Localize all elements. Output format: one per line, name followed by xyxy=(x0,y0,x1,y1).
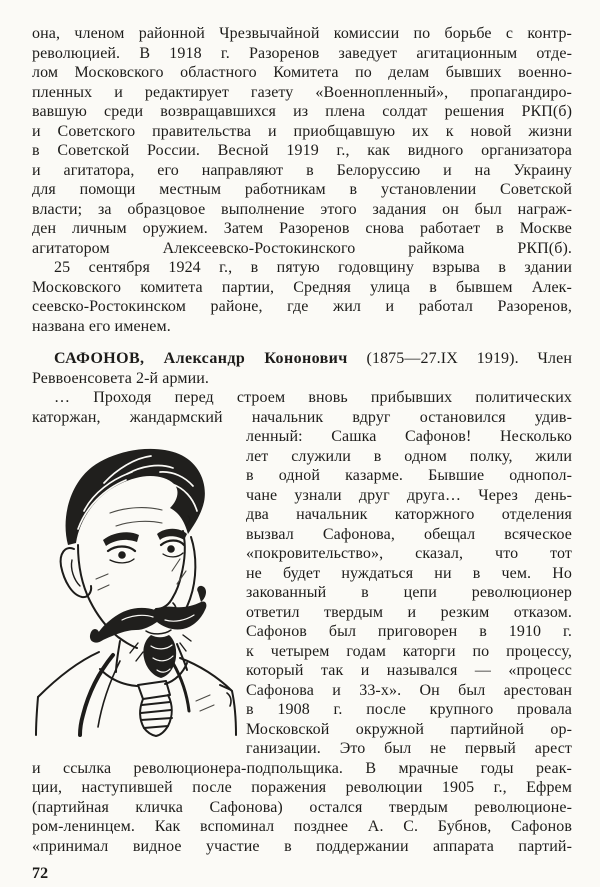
paragraph-safonov-tail xyxy=(32,759,572,857)
text-line: пленных и редактирует газету «Военнопленный», пропагандиро- xyxy=(32,83,572,101)
text-line: (партийная кличка Сафонова) остался твердым революционе- xyxy=(32,798,572,816)
entry-heading-line2: Реввоенсовета 2-й армии. xyxy=(32,369,210,387)
text-line: который так и назывался — «процесс xyxy=(246,662,572,679)
text-line: она, членом районной Чрезвычайной комиссии по борьбе с контр- xyxy=(32,25,572,42)
page-number: 72 xyxy=(32,865,49,882)
safonov-portrait-drawing xyxy=(34,439,239,737)
text-line: Московской окружной партийной ор- xyxy=(246,720,572,738)
paragraph-safonov-column xyxy=(246,427,572,759)
text-line: ден личным оружием. Затем Разоренов снова работает в Москве xyxy=(32,220,572,237)
text-line: каторжан, жандармский начальник вдруг остановился удив- xyxy=(32,408,572,426)
text-line: … Проходя перед строем вновь прибывших политических xyxy=(54,389,572,406)
text-line: вызвал Сафонова, обещал всяческое xyxy=(246,525,572,543)
entry-heading-line xyxy=(32,349,572,369)
text-line: власти; за образцовое выполнение этого задания он был награж- xyxy=(32,200,572,218)
text-line: и агитатора, его направляют в Белоруссию и на Украину xyxy=(32,161,572,179)
text-line: Московского комитета партии, Средняя улица в бывшем Алек- xyxy=(32,278,572,296)
text-line: не будет нуждаться ни в чем. Но xyxy=(246,564,572,582)
text-line: в 1908 г. после крупного провала xyxy=(246,701,572,718)
paragraph-razorenov-continuation xyxy=(32,24,572,258)
text-line: Сафонова и 33-х». Он был арестован xyxy=(246,681,572,699)
text-line: в одной казарме. Бывшие однопол- xyxy=(246,467,572,484)
text-line: названа его именем. xyxy=(32,317,171,335)
text-line: в Советской России. Весной 1919 г., как видного организатора xyxy=(32,142,572,159)
text-line: вавшую среди возвращавшихся из плена солдат решения РКП(б) xyxy=(32,103,572,120)
text-line: ленный: Сашка Сафонов! Несколько xyxy=(246,428,572,445)
text-line: ром-ленинцем. Как вспоминал позднее А. С. Бубнов, Сафонов xyxy=(32,818,572,835)
text-line: к четырем годам каторги по процессу, xyxy=(246,642,572,660)
text-line: два начальник каторжного отделения xyxy=(246,506,572,523)
text-line: сеевско-Ростокинском районе, где жил и работал Разоренов, xyxy=(32,298,572,315)
paragraph-safonov-intro xyxy=(32,388,572,427)
text-line: «принимал видное участие в поддержании аппарата партий- xyxy=(32,837,572,855)
text-line: ганизации. Это был не первый арест xyxy=(246,740,572,757)
portrait-text-row xyxy=(32,427,572,759)
text-line: для помощи местным работникам в установлении Советской xyxy=(32,181,572,198)
text-line: закованный в цепи революционер xyxy=(246,584,572,601)
text-line: лет служили в одном полку, жили xyxy=(246,447,572,465)
paragraph-razorenov-anniversary xyxy=(32,258,572,336)
text-line: чане узнали друг друга… Через день- xyxy=(246,486,572,504)
entry-dates: (1875—27.IX 1919). Член xyxy=(347,350,572,367)
text-line: ции, наступившей после поражения революции 1905 г., Ефрем xyxy=(32,779,572,796)
text-line: лом Московского областного Комитета по делам бывших военно- xyxy=(32,64,572,81)
text-line: Сафонов был приговорен в 1910 г. xyxy=(246,623,572,640)
text-line: агитатором Алексеевско-Ростокинского райкома РКП(б). xyxy=(32,239,572,257)
entry-name: САФОНОВ, Александр Кононович xyxy=(54,350,348,367)
portrait-illustration xyxy=(32,427,242,737)
text-line: ответил твердым и резким отказом. xyxy=(246,603,572,621)
text-line: «покровительство», сказал, что тот xyxy=(246,545,572,562)
text-line: 25 сентября 1924 г., в пятую годовщину взрыва в здании xyxy=(54,259,572,276)
text-line: и Советского правительства и приобщавшую их к новой жизни xyxy=(32,122,572,140)
text-line: революцией. В 1918 г. Разоренов заведует агитационным отде- xyxy=(32,44,572,62)
entry-safonov-heading xyxy=(32,349,572,388)
text-line: и ссылка революционера-подпольщика. В мрачные годы реак- xyxy=(32,759,572,777)
